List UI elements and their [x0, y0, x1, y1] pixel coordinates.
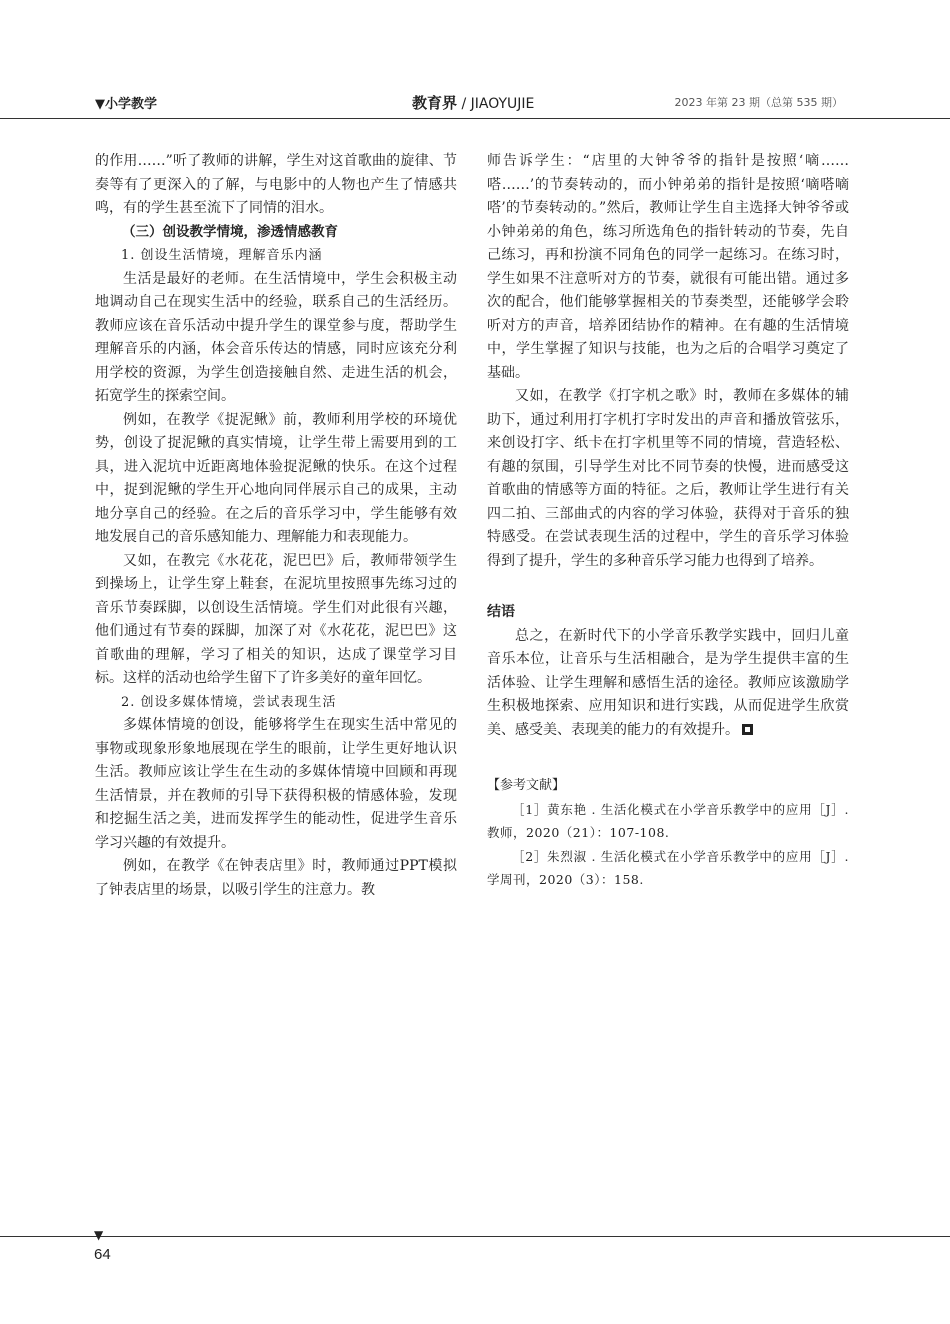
paragraph: 又如，在教完《水花花，泥巴巴》后，教师带领学生到操场上，让学生穿上鞋套，在泥坑里按照事先练习过的音乐节奏踩脚，以创设生活情境。学生们对此很有兴趣，他们通过有节奏的踩脚，加深了对《水花花，泥巴巴》这首歌曲的理解，学习了相关的知识，达成了课堂学习目标。这样的活动也给学生留下了许多美好的童年回忆。: [95, 552, 457, 686]
right-column: [487, 150, 849, 892]
paragraph: 生活是最好的老师。在生活情境中，学生会积极主动地调动自己在现实生活中的经验，联系自己的生活经历。教师应该在音乐活动中提升学生的课堂参与度，帮助学生理解音乐的内涵，体会音乐传达的情感，同时应该充分利用学校的资源，为学生创造接触自然、走进生活的机会，拓宽学生的探索空间。: [95, 270, 457, 404]
journal-brand-latin: / JIAOYUJIE: [457, 96, 535, 112]
journal-brand: 教育界: [412, 94, 458, 112]
conclusion-text: 总之，在新时代下的小学音乐教学实践中，回归儿童音乐本位，让音乐与生活相融合，是为学生提供丰富的生活体验、让学生理解和感悟生活的途径。教师应该激励学生积极地探索、应用知识和进行实践，从而促进学生欣赏美、感受美、表现美的能力的有效提升。: [487, 627, 849, 738]
paragraph-continuation: 的作用……”听了教师的讲解，学生对这首歌曲的旋律、节奏等有了更深入的了解，与电影中的人物也产生了情感共鸣，有的学生甚至流下了同情的泪水。: [95, 153, 457, 216]
issue-info: 2023 年第 23 期（总第 535 期）: [674, 96, 843, 109]
paragraph: 例如，在教学《捉泥鳅》前，教师利用学校的环境优势，创设了捉泥鳅的真实情境，让学生带上需要用到的工具，进入泥坑中近距离地体验捉泥鳅的快乐。在这个过程中，捉到泥鳅的学生开心地向同伴展示自己的成果，主动地分享自己的经验。在之后的音乐学习中，学生能够有效地发展自己的音乐感知能力、理解能力和表现能力。: [95, 411, 457, 545]
footer-arrow-icon: ▼: [94, 1228, 104, 1242]
page-header: [95, 93, 857, 113]
subsection-heading: 1. 创设生活情境，理解音乐内涵: [121, 248, 323, 263]
reference-item: ［1］黄东艳 . 生活化模式在小学音乐教学中的应用［J］. 教师，2020（21）：107-108.: [487, 801, 849, 840]
paragraph: 例如，在教学《在钟表店里》时，教师通过PPT模拟了钟表店里的场景，以吸引学生的注意力。教: [95, 858, 457, 898]
header-rule: [0, 118, 950, 119]
conclusion-paragraph: [487, 625, 849, 743]
journal-title: [412, 92, 534, 113]
paragraph: 又如，在教学《打字机之歌》时，教师在多媒体的辅助下，通过利用打字机打字时发出的声音和播放管弦乐，来创设打字、纸卡在打字机里等不同的情境，营造轻松、有趣的氛围，引导学生对比不同节奏的快慢，进而感受这首歌曲的情感等方面的特征。之后，教师让学生进行有关四二拍、三部曲式的内容的学习体验，获得对于音乐的独特感受。在尝试表现生活的过程中，学生的音乐学习体验得到了提升，学生的多种音乐学习能力也得到了培养。: [487, 388, 849, 569]
paragraph-continuation: 师告诉学生：“店里的大钟爷爷的指针是按照‘嘀……嗒……’的节奏转动的，而小钟弟弟的指针是按照‘嘀嗒嘀嗒’的节奏转动的。”然后，教师让学生自主选择大钟爷爷或小钟弟弟的角色，练习所选角色的指针转动的节奏，先自己练习，再和扮演不同角色的同学一起练习。在练习时，学生如果不注意听对方的节奏，就很有可能出错。通过多次的配合，他们能够掌握相关的节奏类型，还能够学会聆听对方的声音，培养团结协作的精神。在有趣的生活情境中，学生掌握了知识与技能，也为之后的合唱学习奠定了基础。: [487, 153, 849, 381]
reference-item: ［2］朱烈淑 . 生活化模式在小学音乐教学中的应用［J］. 学周刊，2020（3）：158.: [487, 848, 849, 887]
section-heading: （三）创设教学情境，渗透情感教育: [122, 223, 338, 240]
journal-section: ▼小学教学: [95, 97, 157, 112]
paragraph: 多媒体情境的创设，能够将学生在现实生活中常见的事物或现象形象地展现在学生的眼前，让学生更好地认识生活。教师应该让学生在生动的多媒体情境中回顾和再现生活情景，并在教师的引导下获得积极的情感体验，发现和挖掘生活之美，进而发挥学生的能动性，促进学生音乐学习兴趣的有效提升。: [95, 717, 457, 851]
end-mark-icon: [742, 724, 753, 735]
left-column: [95, 150, 457, 902]
references-heading: 【参考文献】: [487, 778, 566, 793]
conclusion-heading: 结语: [487, 604, 515, 620]
page-number: 64: [94, 1246, 111, 1263]
footer-rule: [0, 1236, 950, 1237]
subsection-heading: 2. 创设多媒体情境，尝试表现生活: [121, 694, 337, 710]
